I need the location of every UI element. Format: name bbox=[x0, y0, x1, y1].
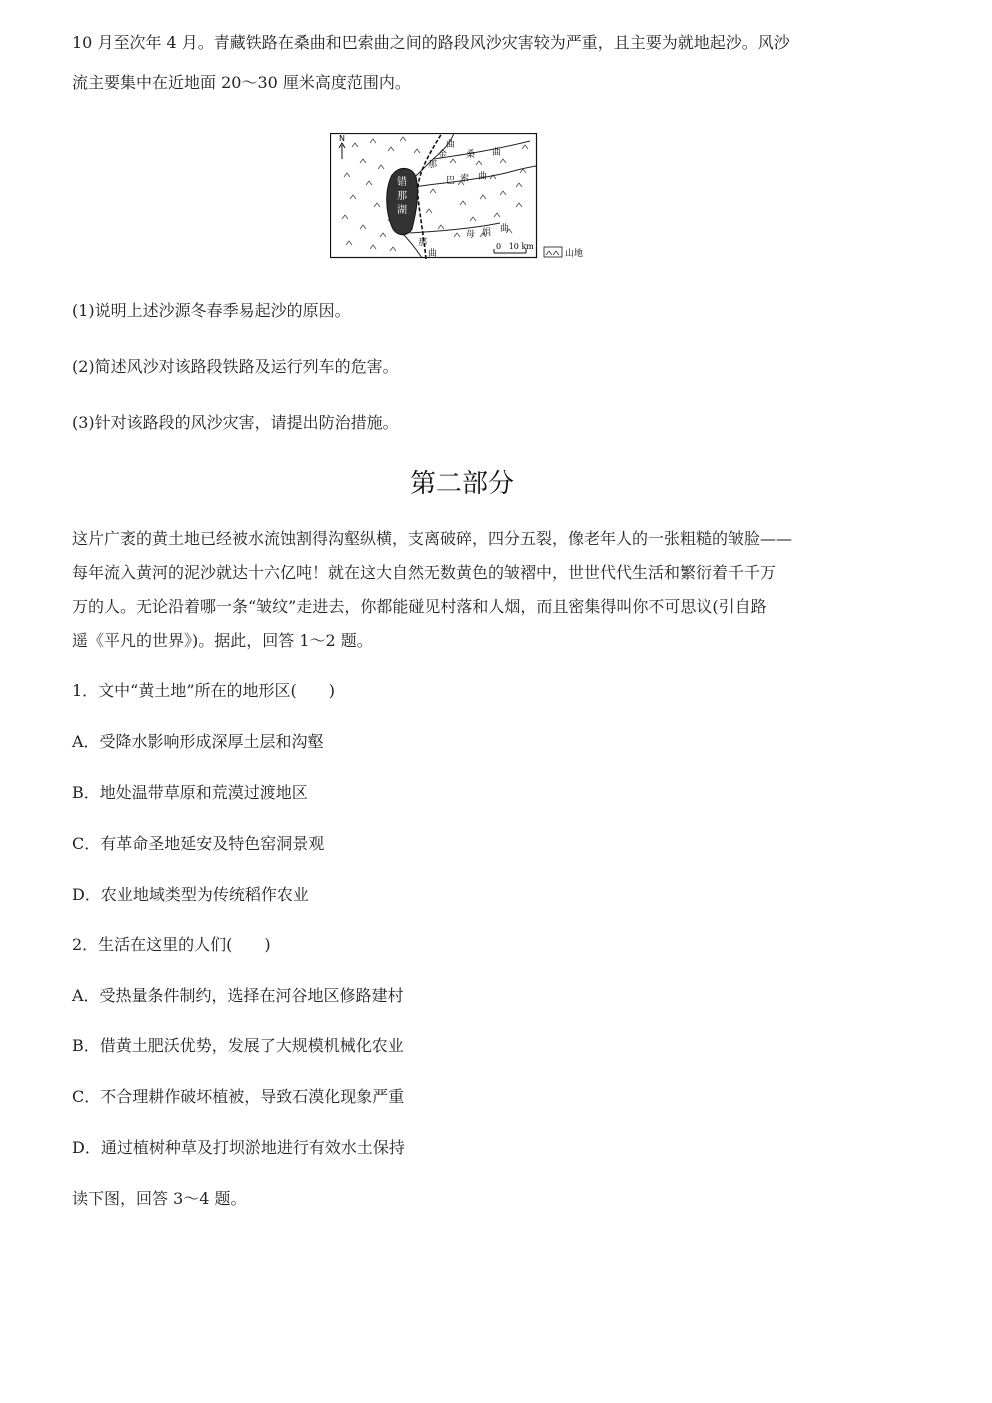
label-suo: 索 bbox=[460, 174, 470, 184]
passage-line-3: 万的人。无论沿着哪一条“皱纹”走进去，你都能碰见村落和人烟，而且密集得叫你不可思议(引自路 bbox=[72, 597, 767, 616]
north-label: N bbox=[339, 134, 345, 143]
lake-label-1: 错 bbox=[397, 177, 407, 188]
passage-line-1: 这片广袤的黄土地已经被水流蚀割得沟壑纵横，支离破碎，四分五裂，像老年人的一张粗糙的皱脸—— bbox=[72, 529, 793, 548]
question-2-option-d: D．通过植树种草及打坝淤地进行有效水土保持 bbox=[72, 1138, 405, 1157]
intro-line-2: 流主要集中在近地面 20～30 厘米高度范围内。 bbox=[72, 73, 411, 92]
question-2-stem: 2．生活在这里的人们( ) bbox=[72, 935, 271, 954]
label-jin: 金 bbox=[438, 150, 448, 160]
legend-mountain-swatch bbox=[544, 247, 562, 257]
label-ju: 娟 bbox=[482, 228, 492, 238]
sub-question-2: (2)简述风沙对该路段铁路及运行列车的危害。 bbox=[72, 357, 399, 376]
question-1-stem: 1．文中“黄土地”所在的地形区( ) bbox=[72, 681, 336, 700]
lake-label-2: 那 bbox=[397, 191, 407, 202]
passage-line-4: 遥《平凡的世界》)。据此，回答 1～2 题。 bbox=[72, 631, 373, 650]
label-qu-ba: 曲 bbox=[478, 172, 488, 182]
lake-label-3: 湖 bbox=[397, 205, 407, 216]
label-qu-bottom: 曲 bbox=[428, 249, 438, 259]
intro-line-1: 10 月至次年 4 月。青藏铁路在桑曲和巴索曲之间的路段风沙灾害较为严重，且主要为就地起沙。风沙 bbox=[72, 33, 790, 52]
label-ba: 巴 bbox=[446, 176, 456, 186]
sub-question-3: (3)针对该路段的风沙灾害，请提出防治措施。 bbox=[72, 413, 399, 432]
question-1-option-d: D．农业地域类型为传统稻作农业 bbox=[72, 885, 309, 904]
question-1-option-a: A．受降水影响形成深厚土层和沟壑 bbox=[72, 732, 324, 751]
label-na-top: 那 bbox=[428, 160, 438, 170]
label-sang: 桑 bbox=[466, 150, 476, 160]
region-map-figure bbox=[330, 133, 588, 259]
label-qu-top: 曲 bbox=[446, 140, 456, 150]
label-qu-sang: 曲 bbox=[492, 148, 502, 158]
label-mu: 母 bbox=[466, 230, 476, 240]
question-2-option-c: C．不合理耕作破坏植被，导致石漠化现象严重 bbox=[72, 1087, 405, 1106]
passage-line-2: 每年流入黄河的泥沙就达十六亿吨！就在这大自然无数黄色的皱褶中，世世代代生活和繁衍着千千万 bbox=[72, 563, 777, 582]
question-2-option-b: B．借黄土肥沃优势，发展了大规模机械化农业 bbox=[72, 1036, 404, 1055]
legend-label: 山地 bbox=[565, 249, 584, 259]
label-na-bottom: 那 bbox=[418, 238, 428, 248]
label-qu-mu: 曲 bbox=[500, 224, 510, 234]
figure-instruction: 读下图，回答 3～4 题。 bbox=[72, 1189, 247, 1208]
question-2-option-a: A．受热量条件制约，选择在河谷地区修路建村 bbox=[72, 986, 404, 1005]
sub-question-1: (1)说明上述沙源冬春季易起沙的原因。 bbox=[72, 301, 351, 320]
map-frame bbox=[331, 134, 537, 258]
question-1-option-b: B．地处温带草原和荒漠过渡地区 bbox=[72, 783, 308, 802]
scale-label: 0 10 km bbox=[496, 242, 534, 251]
section-title: 第二部分 bbox=[409, 469, 514, 499]
map-svg bbox=[330, 133, 588, 259]
question-1-option-c: C．有革命圣地延安及特色窑洞景观 bbox=[72, 834, 325, 853]
